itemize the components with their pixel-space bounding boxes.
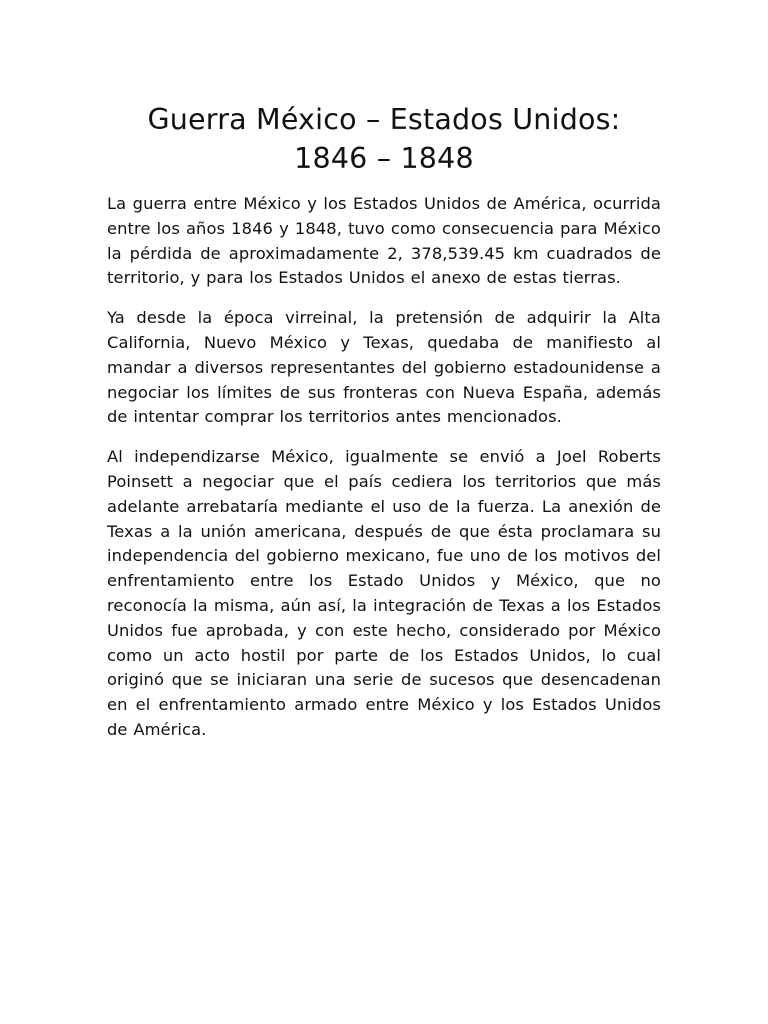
title-line-1: Guerra México – Estados Unidos: xyxy=(147,103,621,136)
document-title xyxy=(107,100,661,178)
title-line-2: 1846 – 1848 xyxy=(294,142,474,175)
paragraph-1: La guerra entre México y los Estados Unidos de América, ocurrida entre los años 1846 y 1848, tuvo como consecuencia para México la pérdida de aproximadamente 2, 378,539.45 km cuadrados de territorio, y para los Estados Unidos el anexo de estas tierras. xyxy=(107,194,661,288)
paragraph-3: Al independizarse México, igualmente se envió a Joel Roberts Poinsett a negociar que el país cediera los territorios que más adelante arrebataría mediante el uso de la fuerza. La anexión de Texas a la unión americana, después de que ésta proclamara su independencia del gobierno mexicano, fue uno de los motivos del enfrentamiento entre los Estado Unidos y México, que no reconocía la misma, aún así, la integración de Texas a los Estados Unidos fue aprobada, y con este hecho, considerado por México como un acto hostil por parte de los Estados Unidos, lo cual originó que se iniciaran una serie de sucesos que desencadenan en el enfrentamiento armado entre México y los Estados Unidos de América. xyxy=(107,447,661,739)
paragraph-2: Ya desde la época virreinal, la pretensión de adquirir la Alta California, Nuevo México y Texas, quedaba de manifiesto al mandar a diversos representantes del gobierno estadounidense a negociar los límites de sus fronteras con Nueva España, además de intentar comprar los territorios antes mencionados. xyxy=(107,308,661,427)
